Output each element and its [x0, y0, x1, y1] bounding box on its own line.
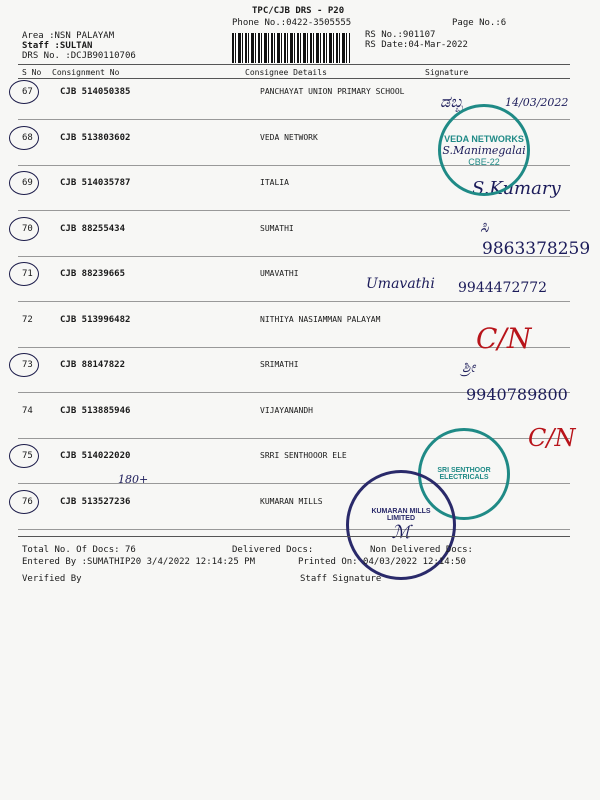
staff-label: Staff :SULTAN	[22, 41, 93, 51]
row-sno: 76	[22, 496, 33, 507]
entered-by: Entered By :SUMATHIP20 3/4/2022 12:14:25 PM	[22, 557, 255, 567]
printed-on: Printed On: 04/03/2022 12:14:50	[298, 557, 466, 567]
row-divider	[18, 529, 570, 530]
col-consignment: Consignment No	[52, 68, 120, 77]
row-consignment-no: CJB 88255434	[60, 223, 126, 234]
rs-number: RS No.:901107	[365, 30, 436, 40]
row-consignment-no: CJB 88239665	[60, 269, 126, 279]
row-sno: 72	[22, 314, 33, 325]
total-docs: Total No. Of Docs: 76	[22, 545, 136, 555]
row-divider	[18, 301, 570, 302]
row-consignee: NITHIYA NASIAMMAN PALAYAM	[260, 314, 381, 324]
veda-networks-stamp	[438, 104, 530, 196]
veda-stamp-sub: CBE-22	[468, 156, 500, 167]
page-number: Page No.:6	[452, 18, 507, 28]
row71-phone: 9944472772	[458, 280, 548, 296]
row73-cn-mark: C/N	[476, 322, 532, 355]
row-consignee: ITALIA	[260, 178, 289, 187]
row-consignee: SRIMATHI	[260, 360, 299, 369]
row-divider	[18, 210, 570, 211]
row-consignment-no: CJB 513885946	[60, 405, 131, 416]
row-sno: 75	[22, 451, 33, 461]
row-consignee: SUMATHI	[260, 223, 294, 233]
row-consignee: VEDA NETWORK	[260, 132, 318, 142]
row-consignment-no: CJB 513996482	[60, 314, 131, 325]
row73-phone: 9940789800	[466, 385, 568, 404]
row75-cn-mark: C/N	[528, 424, 576, 452]
col-signature: Signature	[425, 68, 469, 77]
table-row	[0, 406, 600, 446]
non-delivered-docs: Non Delivered Docs:	[370, 545, 473, 555]
divider-footer	[18, 536, 570, 537]
row-consignee: UMAVATHI	[260, 269, 299, 278]
area-label: Area :NSN PALAYAM	[22, 31, 115, 41]
kumaran-stamp-text: KUMARAN MILLS LIMITED	[371, 507, 431, 522]
row70-phone: 9863378259	[482, 239, 591, 259]
row-consignee: KUMARAN MILLS	[260, 496, 323, 506]
row-consignee: VIJAYANANDH	[260, 405, 313, 415]
divider-top	[18, 64, 570, 65]
divider-header	[18, 78, 570, 79]
row-consignee: SRRI SENTHOOOR ELE	[260, 451, 347, 460]
verified-by: Verified By	[22, 574, 82, 584]
row-consignment-no: CJB 513527236	[60, 496, 131, 507]
row75-note: 180+	[118, 473, 149, 486]
row-sno: 71	[22, 269, 33, 279]
row67-signature: ಡಬ್ಬ	[440, 92, 463, 111]
staff-signature: Staff Signature	[300, 574, 382, 584]
row-consignment-no: CJB 88147822	[60, 360, 126, 370]
senthoor-stamp-text: SRI SENTHOOR ELECTRICALS	[437, 467, 491, 481]
phone-number: Phone No.:0422-3505555	[232, 18, 352, 28]
row71-signature: Umavathi	[366, 276, 435, 292]
table-row	[0, 451, 600, 491]
drs-number: DRS No. :DCJB90110706	[22, 51, 136, 61]
col-consignee: Consignee Details	[245, 68, 327, 77]
row-sno: 67	[22, 87, 33, 97]
row-sno: 70	[22, 223, 33, 234]
row-consignment-no: CJB 514050385	[60, 87, 131, 97]
barcode	[232, 33, 350, 63]
veda-stamp-text: VEDA NETWORKS	[444, 133, 524, 144]
row-consignment-no: CJB 513803602	[60, 132, 131, 143]
row-sno: 73	[22, 360, 33, 370]
row-consignee: PANCHAYAT UNION PRIMARY SCHOOL	[260, 87, 405, 96]
veda-stamp-signature: S.Manimegalai	[442, 143, 526, 157]
row-consignment-no: CJB 514022020	[60, 451, 131, 461]
row69-signature: S.Kumary	[472, 178, 561, 199]
row73-signature: ಶ್ರೀ	[462, 358, 476, 376]
delivered-docs: Delivered Docs:	[232, 545, 314, 555]
kumaran-stamp-signature: ℳ	[391, 521, 411, 543]
table-row	[0, 497, 600, 537]
row70-signature: ಸಿ	[480, 217, 489, 236]
rs-date: RS Date:04-Mar-2022	[365, 40, 468, 50]
row-consignment-no: CJB 514035787	[60, 178, 131, 188]
row-sno: 69	[22, 178, 33, 188]
document-title: TPC/CJB DRS - P20	[252, 6, 345, 16]
row-sno: 74	[22, 405, 33, 416]
row67-date: 14/03/2022	[505, 96, 569, 109]
row-sno: 68	[22, 132, 33, 143]
col-sno: S No	[22, 68, 42, 77]
